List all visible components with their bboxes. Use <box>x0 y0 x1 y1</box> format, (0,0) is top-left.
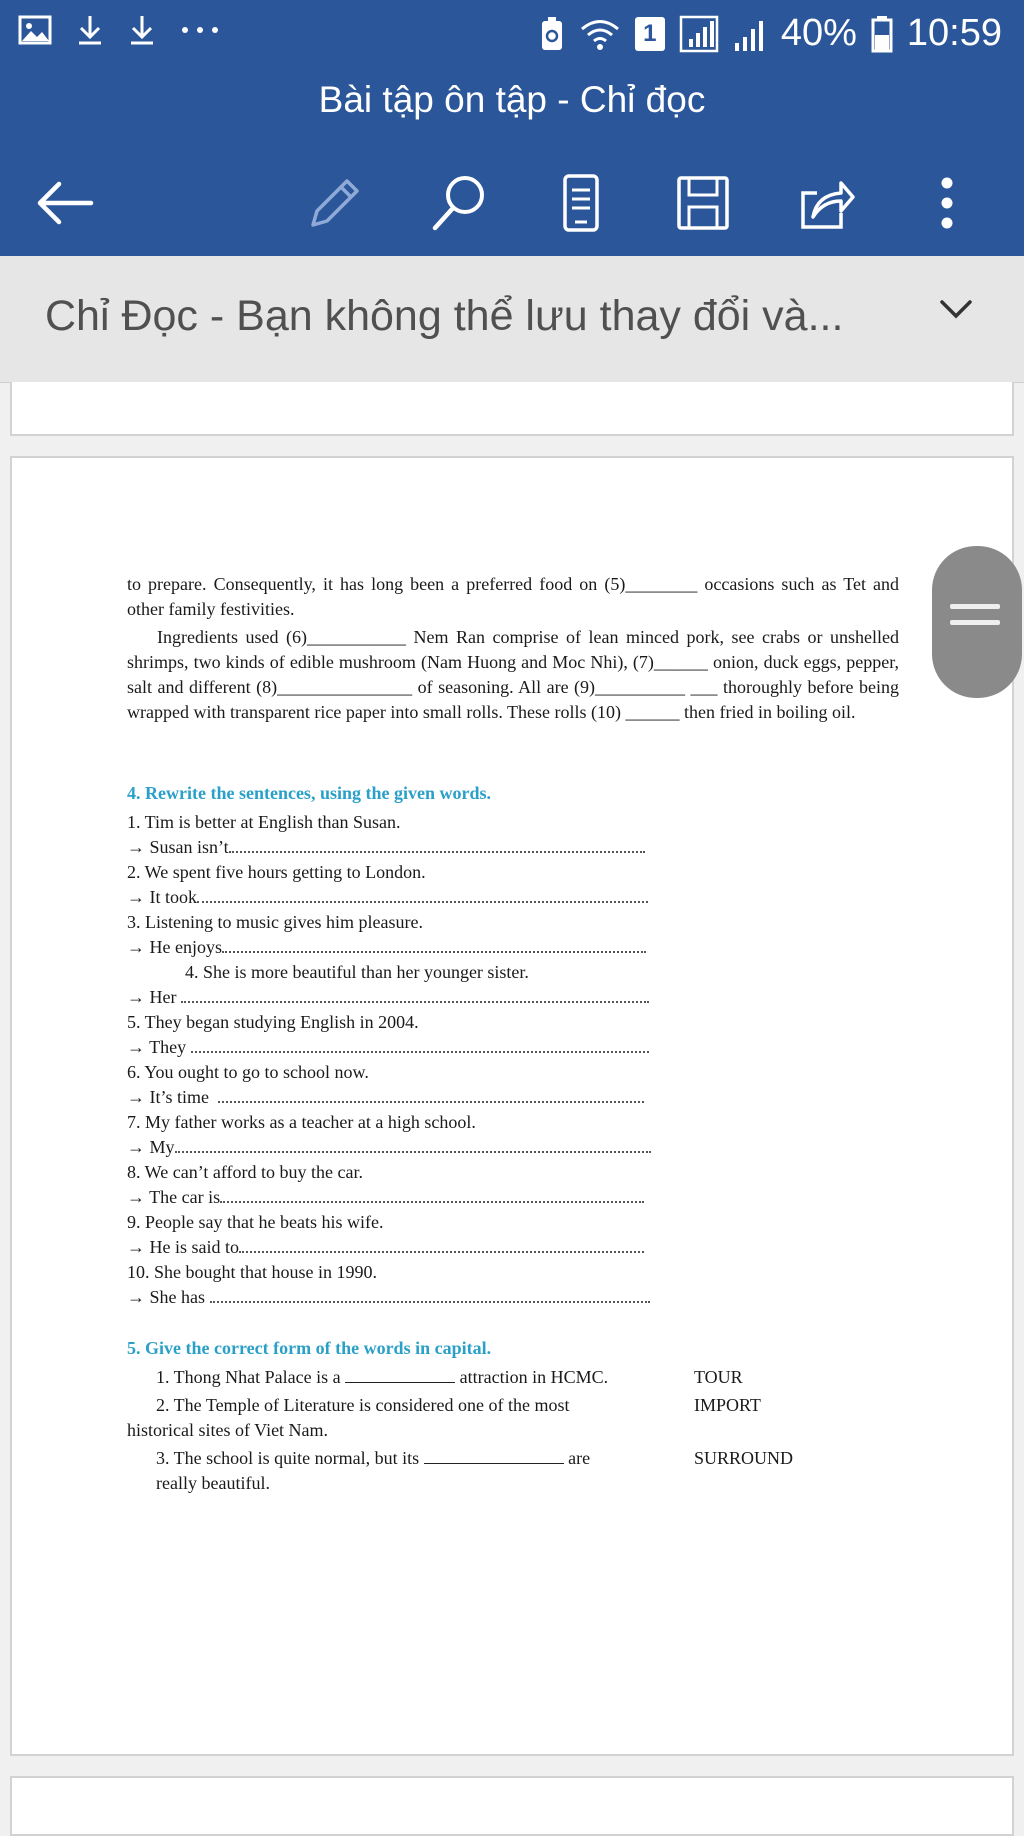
app-toolbar <box>0 150 1024 256</box>
capital-word: SURROUND <box>694 1448 794 1468</box>
battery-saver-icon <box>539 16 565 52</box>
more-vertical-icon <box>937 173 957 233</box>
section-5-heading: 5. Give the correct form of the words in capital. <box>127 1338 492 1358</box>
list-item: 9. People say that he beats his wife. <box>127 1212 384 1232</box>
list-item: 1. Thong Nhat Palace is a attraction in HCMC. TOUR <box>127 1365 899 1390</box>
download-icon <box>128 14 156 46</box>
download-icon <box>76 14 104 46</box>
list-item: 3. The school is quite normal, but its are really beautiful. SURROUND <box>127 1446 899 1496</box>
answer-line: → It’s time <box>127 1085 899 1110</box>
back-arrow-icon <box>35 178 95 228</box>
next-page <box>10 1776 1014 1836</box>
list-item: 1. Tim is better at English than Susan. <box>127 812 401 832</box>
document-content <box>127 572 899 1496</box>
previous-page <box>10 382 1014 436</box>
section-5-list <box>127 1365 899 1496</box>
mobile-view-icon <box>559 173 603 233</box>
more-horizontal-icon <box>180 25 220 35</box>
back-button[interactable] <box>30 168 100 238</box>
chevron-down-icon <box>938 298 974 322</box>
sim-slot-badge: 1 <box>635 17 665 51</box>
image-icon <box>18 15 52 45</box>
paragraph-intro: to prepare. Consequently, it has long been a preferred food on (5)________ occasions such as Tet and other family festivities. <box>127 574 899 619</box>
wifi-icon <box>579 17 621 51</box>
expand-banner-button[interactable] <box>938 298 974 327</box>
list-item: 8. We can’t afford to buy the car. <box>127 1162 363 1182</box>
list-item: 4. She is more beautiful than her younger sister. <box>185 962 529 982</box>
signal-icon <box>679 15 719 53</box>
section-4-list <box>127 810 899 1310</box>
save-button[interactable] <box>668 168 738 238</box>
answer-line: → The car is <box>127 1185 899 1210</box>
list-item: 3. Listening to music gives him pleasure. <box>127 912 423 932</box>
capital-word: IMPORT <box>694 1395 761 1415</box>
list-item: 6. You ought to go to school now. <box>127 1062 369 1082</box>
answer-line: → My <box>127 1135 899 1160</box>
battery-icon <box>871 15 893 53</box>
scrollbar-thumb[interactable] <box>932 546 1022 698</box>
capital-word: TOUR <box>694 1367 743 1387</box>
battery-percent: 40% <box>780 12 857 54</box>
save-icon <box>673 173 733 233</box>
paragraph-ingredients: Ingredients used (6)___________ Nem Ran comprise of lean minced pork, see crabs or unshelled shrimps, two kinds of edible mushroom (Nam Huong and Moc Nhi), (7)______ onion, duck eggs, pepper, salt and different (8)_______________ of seasoning. All are (9)__________ ___ thoroughly before being wrapped with transparent rice paper into small rolls. These rolls (10) ______ then fried in boiling oil. <box>127 627 899 722</box>
answer-line: → Her <box>127 985 899 1010</box>
document-title: Bài tập ôn tập - Chỉ đọc <box>0 76 1024 156</box>
answer-line: → He is said to <box>127 1235 899 1260</box>
answer-line: → Susan isn’t <box>127 835 899 860</box>
section-4-heading: 4. Rewrite the sentences, using the given words. <box>127 783 491 803</box>
answer-line: → It took <box>127 885 899 910</box>
edit-pencil-icon <box>305 173 365 233</box>
signal-icon <box>733 15 767 53</box>
grip-line-icon <box>950 620 1000 625</box>
list-item: 2. We spent five hours getting to London. <box>127 862 426 882</box>
status-bar <box>0 0 1024 76</box>
answer-line: → He enjoys <box>127 935 899 960</box>
list-item: 7. My father works as a teacher at a high school. <box>127 1112 476 1132</box>
search-button[interactable] <box>424 168 494 238</box>
edit-button[interactable] <box>300 168 370 238</box>
share-icon <box>795 173 855 233</box>
clock: 10:59 <box>906 12 1002 54</box>
share-button[interactable] <box>790 168 860 238</box>
read-only-message: Chỉ Đọc - Bạn không thể lưu thay đổi và... <box>45 292 844 340</box>
list-item: 5. They began studying English in 2004. <box>127 1012 419 1032</box>
answer-line: → They <box>127 1035 899 1060</box>
answer-line: → She has <box>127 1285 899 1310</box>
mobile-view-button[interactable] <box>546 168 616 238</box>
list-item: 2. The Temple of Literature is considered one of the most historical sites of Viet Nam. IMPORT <box>127 1393 899 1443</box>
list-item: 10. She bought that house in 1990. <box>127 1262 377 1282</box>
more-options-button[interactable] <box>912 168 982 238</box>
grip-line-icon <box>950 604 1000 609</box>
read-only-banner[interactable] <box>0 256 1024 383</box>
search-icon <box>429 173 489 233</box>
